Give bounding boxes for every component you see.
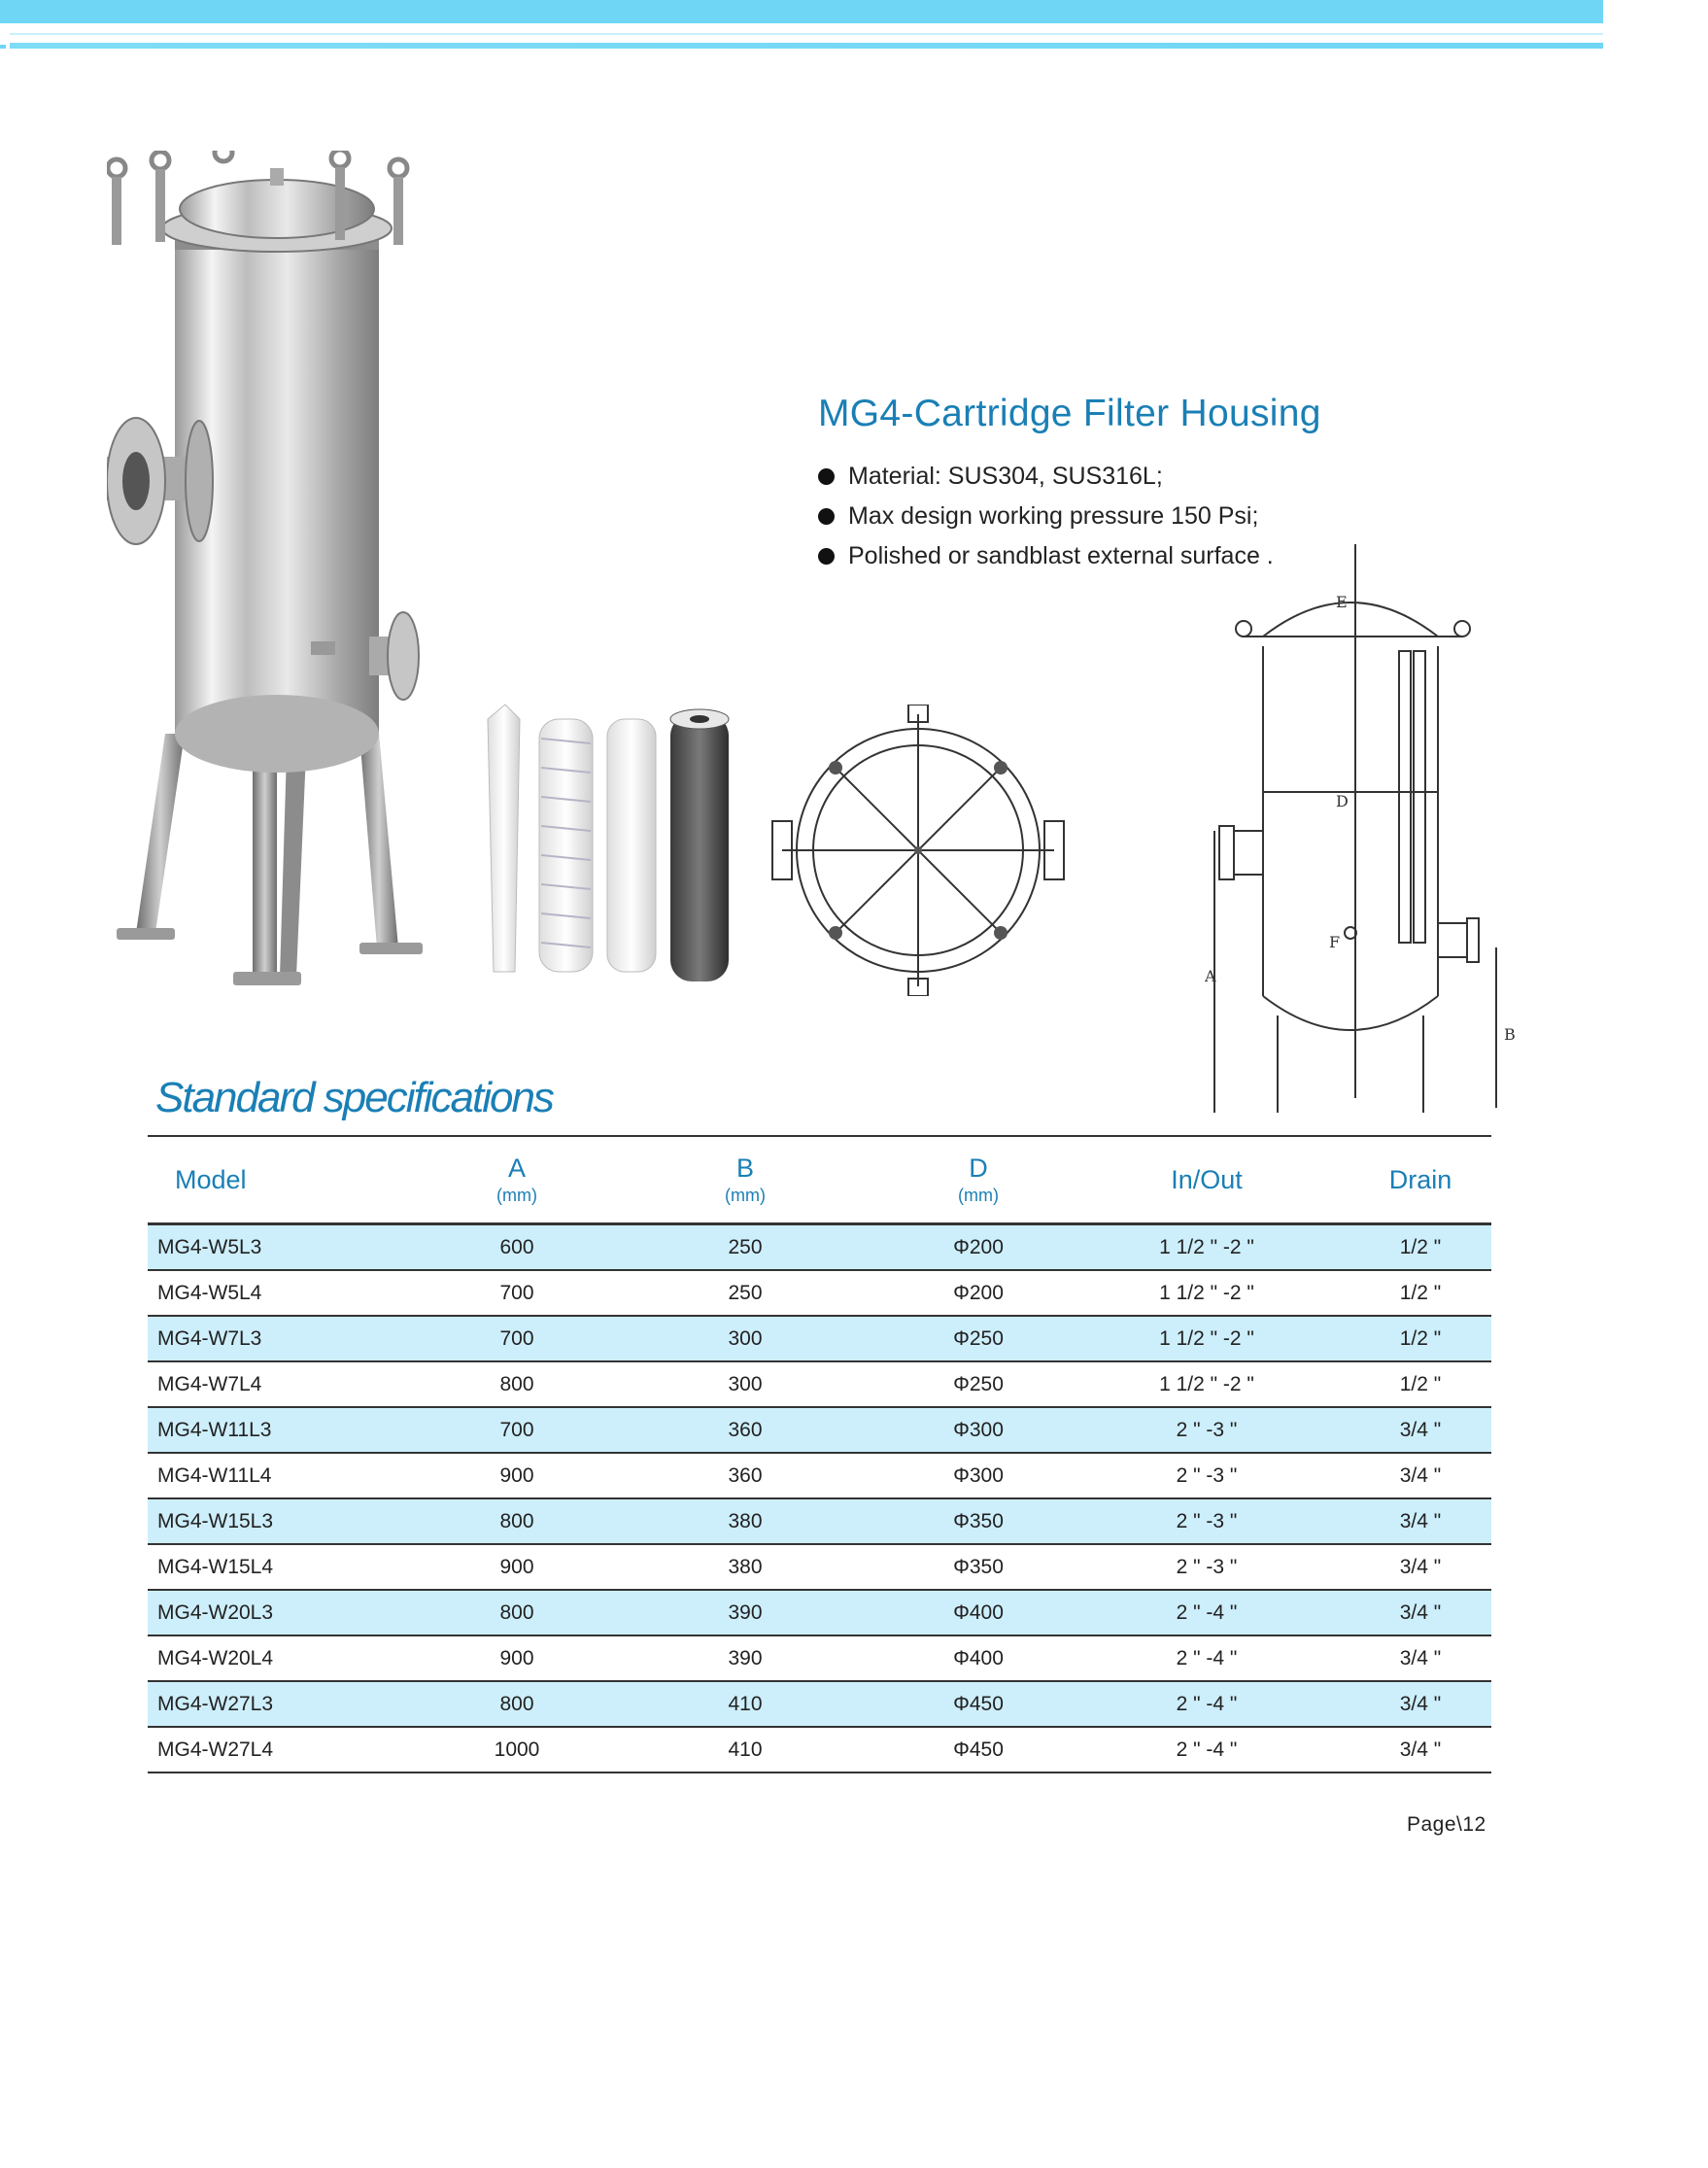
cell-drain: 1/2 " — [1399, 1235, 1442, 1258]
cell-d: Φ450 — [953, 1738, 1004, 1761]
bullet-icon — [818, 508, 835, 525]
cell-a: 700 — [499, 1281, 534, 1304]
cell-inout: 1 1/2 " -2 " — [1159, 1372, 1254, 1395]
cell-drain: 3/4 " — [1399, 1555, 1442, 1578]
cell-b: 380 — [728, 1555, 763, 1578]
table-row — [148, 1408, 1491, 1454]
cell-model: MG4-W11L4 — [157, 1463, 272, 1487]
cell-b: 360 — [728, 1418, 763, 1441]
cell-d: Φ350 — [953, 1555, 1004, 1578]
cell-a: 900 — [499, 1555, 534, 1578]
cell-drain: 1/2 " — [1399, 1281, 1442, 1304]
cell-d: Φ450 — [953, 1692, 1004, 1715]
col-drain: Drain — [1388, 1164, 1452, 1194]
cell-drain: 1/2 " — [1399, 1326, 1442, 1350]
table-row — [148, 1591, 1491, 1636]
cell-model: MG4-W15L3 — [157, 1509, 274, 1532]
cell-model: MG4-W15L4 — [157, 1555, 274, 1578]
feature-item: Max design working pressure 150 Psi; — [818, 497, 1274, 536]
cell-model: MG4-W11L3 — [157, 1418, 272, 1441]
table-row — [148, 1728, 1491, 1773]
cell-b: 300 — [728, 1372, 763, 1395]
cell-a: 700 — [499, 1326, 534, 1350]
cell-a: 900 — [499, 1463, 534, 1487]
cell-b: 390 — [728, 1646, 763, 1669]
table-header — [148, 1137, 1491, 1225]
label-e: E — [1336, 593, 1348, 611]
cell-inout: 2 " -3 " — [1176, 1418, 1238, 1441]
cell-model: MG4-W27L4 — [157, 1738, 274, 1761]
table-row — [148, 1636, 1491, 1682]
cell-drain: 3/4 " — [1399, 1418, 1442, 1441]
top-color-band — [0, 0, 1603, 23]
cell-d: Φ400 — [953, 1646, 1004, 1669]
col-model: Model — [175, 1164, 247, 1194]
cell-drain: 3/4 " — [1399, 1463, 1442, 1487]
filter-housing-photo — [107, 151, 437, 996]
cell-a: 800 — [499, 1692, 534, 1715]
table-row — [148, 1225, 1491, 1271]
cell-d: Φ200 — [953, 1235, 1004, 1258]
cell-b: 250 — [728, 1281, 763, 1304]
cell-model: MG4-W5L4 — [157, 1281, 262, 1304]
cell-drain: 3/4 " — [1399, 1692, 1442, 1715]
cell-drain: 3/4 " — [1399, 1600, 1442, 1624]
cell-b: 250 — [728, 1235, 763, 1258]
feature-item: Material: SUS304, SUS316L; — [818, 457, 1274, 497]
cell-inout: 2 " -4 " — [1176, 1600, 1238, 1624]
cell-a: 800 — [499, 1509, 534, 1532]
side-view-technical-drawing — [1205, 539, 1535, 1122]
table-body — [148, 1225, 1491, 1773]
cell-d: Φ250 — [953, 1326, 1004, 1350]
cell-inout: 1 1/2 " -2 " — [1159, 1235, 1254, 1258]
label-f: F — [1329, 933, 1341, 951]
cell-drain: 3/4 " — [1399, 1646, 1442, 1669]
cell-model: MG4-W7L4 — [157, 1372, 262, 1395]
filter-cartridges-photo — [466, 700, 738, 991]
cell-d: Φ250 — [953, 1372, 1004, 1395]
col-a: A (mm) — [496, 1153, 537, 1205]
feature-item: Polished or sandblast external surface . — [818, 536, 1274, 576]
top-view-technical-drawing — [768, 705, 1069, 996]
top-thin-line — [10, 33, 1603, 35]
page-number: Page\12 — [1407, 1813, 1486, 1836]
cell-d: Φ300 — [953, 1463, 1004, 1487]
label-b: B — [1504, 1025, 1516, 1044]
cell-drain: 1/2 " — [1399, 1372, 1442, 1395]
cell-b: 300 — [728, 1326, 763, 1350]
table-row — [148, 1545, 1491, 1591]
cell-model: MG4-W7L3 — [157, 1326, 262, 1350]
cell-b: 390 — [728, 1600, 763, 1624]
cell-a: 700 — [499, 1418, 534, 1441]
bullet-icon — [818, 548, 835, 565]
left-tick-mark — [0, 45, 6, 49]
cell-a: 800 — [499, 1600, 534, 1624]
label-d: D — [1336, 792, 1349, 810]
cell-a: 900 — [499, 1646, 534, 1669]
table-row — [148, 1271, 1491, 1317]
cell-d: Φ350 — [953, 1509, 1004, 1532]
cell-b: 410 — [728, 1738, 763, 1761]
cell-model: MG4-W20L4 — [157, 1646, 274, 1669]
cell-inout: 1 1/2 " -2 " — [1159, 1281, 1254, 1304]
cell-inout: 2 " -3 " — [1176, 1509, 1238, 1532]
cell-model: MG4-W20L3 — [157, 1600, 274, 1624]
cell-b: 410 — [728, 1692, 763, 1715]
cell-d: Φ400 — [953, 1600, 1004, 1624]
cell-model: MG4-W5L3 — [157, 1235, 262, 1258]
cell-a: 800 — [499, 1372, 534, 1395]
bullet-icon — [818, 468, 835, 485]
cell-inout: 2 " -3 " — [1176, 1463, 1238, 1487]
cell-d: Φ200 — [953, 1281, 1004, 1304]
feature-list — [818, 457, 1274, 576]
top-accent-line — [10, 43, 1603, 49]
specs-heading: Standard specifications — [155, 1074, 553, 1121]
col-d: D (mm) — [958, 1153, 999, 1205]
cell-model: MG4-W27L3 — [157, 1692, 274, 1715]
table-row — [148, 1682, 1491, 1728]
cell-a: 1000 — [494, 1738, 540, 1761]
cell-inout: 2 " -3 " — [1176, 1555, 1238, 1578]
cell-d: Φ300 — [953, 1418, 1004, 1441]
spec-table — [148, 1137, 1491, 1773]
table-row — [148, 1454, 1491, 1499]
cell-b: 360 — [728, 1463, 763, 1487]
col-inout: In/Out — [1171, 1164, 1243, 1194]
cell-inout: 1 1/2 " -2 " — [1159, 1326, 1254, 1350]
table-row — [148, 1362, 1491, 1408]
table-row — [148, 1317, 1491, 1362]
cell-drain: 3/4 " — [1399, 1738, 1442, 1761]
cell-inout: 2 " -4 " — [1176, 1692, 1238, 1715]
cell-inout: 2 " -4 " — [1176, 1738, 1238, 1761]
table-row — [148, 1499, 1491, 1545]
cell-inout: 2 " -4 " — [1176, 1646, 1238, 1669]
cell-drain: 3/4 " — [1399, 1509, 1442, 1532]
label-a: A — [1205, 967, 1216, 985]
col-b: B (mm) — [725, 1153, 766, 1205]
cell-a: 600 — [499, 1235, 534, 1258]
cell-b: 380 — [728, 1509, 763, 1532]
product-title: MG4-Cartridge Filter Housing — [818, 393, 1321, 434]
